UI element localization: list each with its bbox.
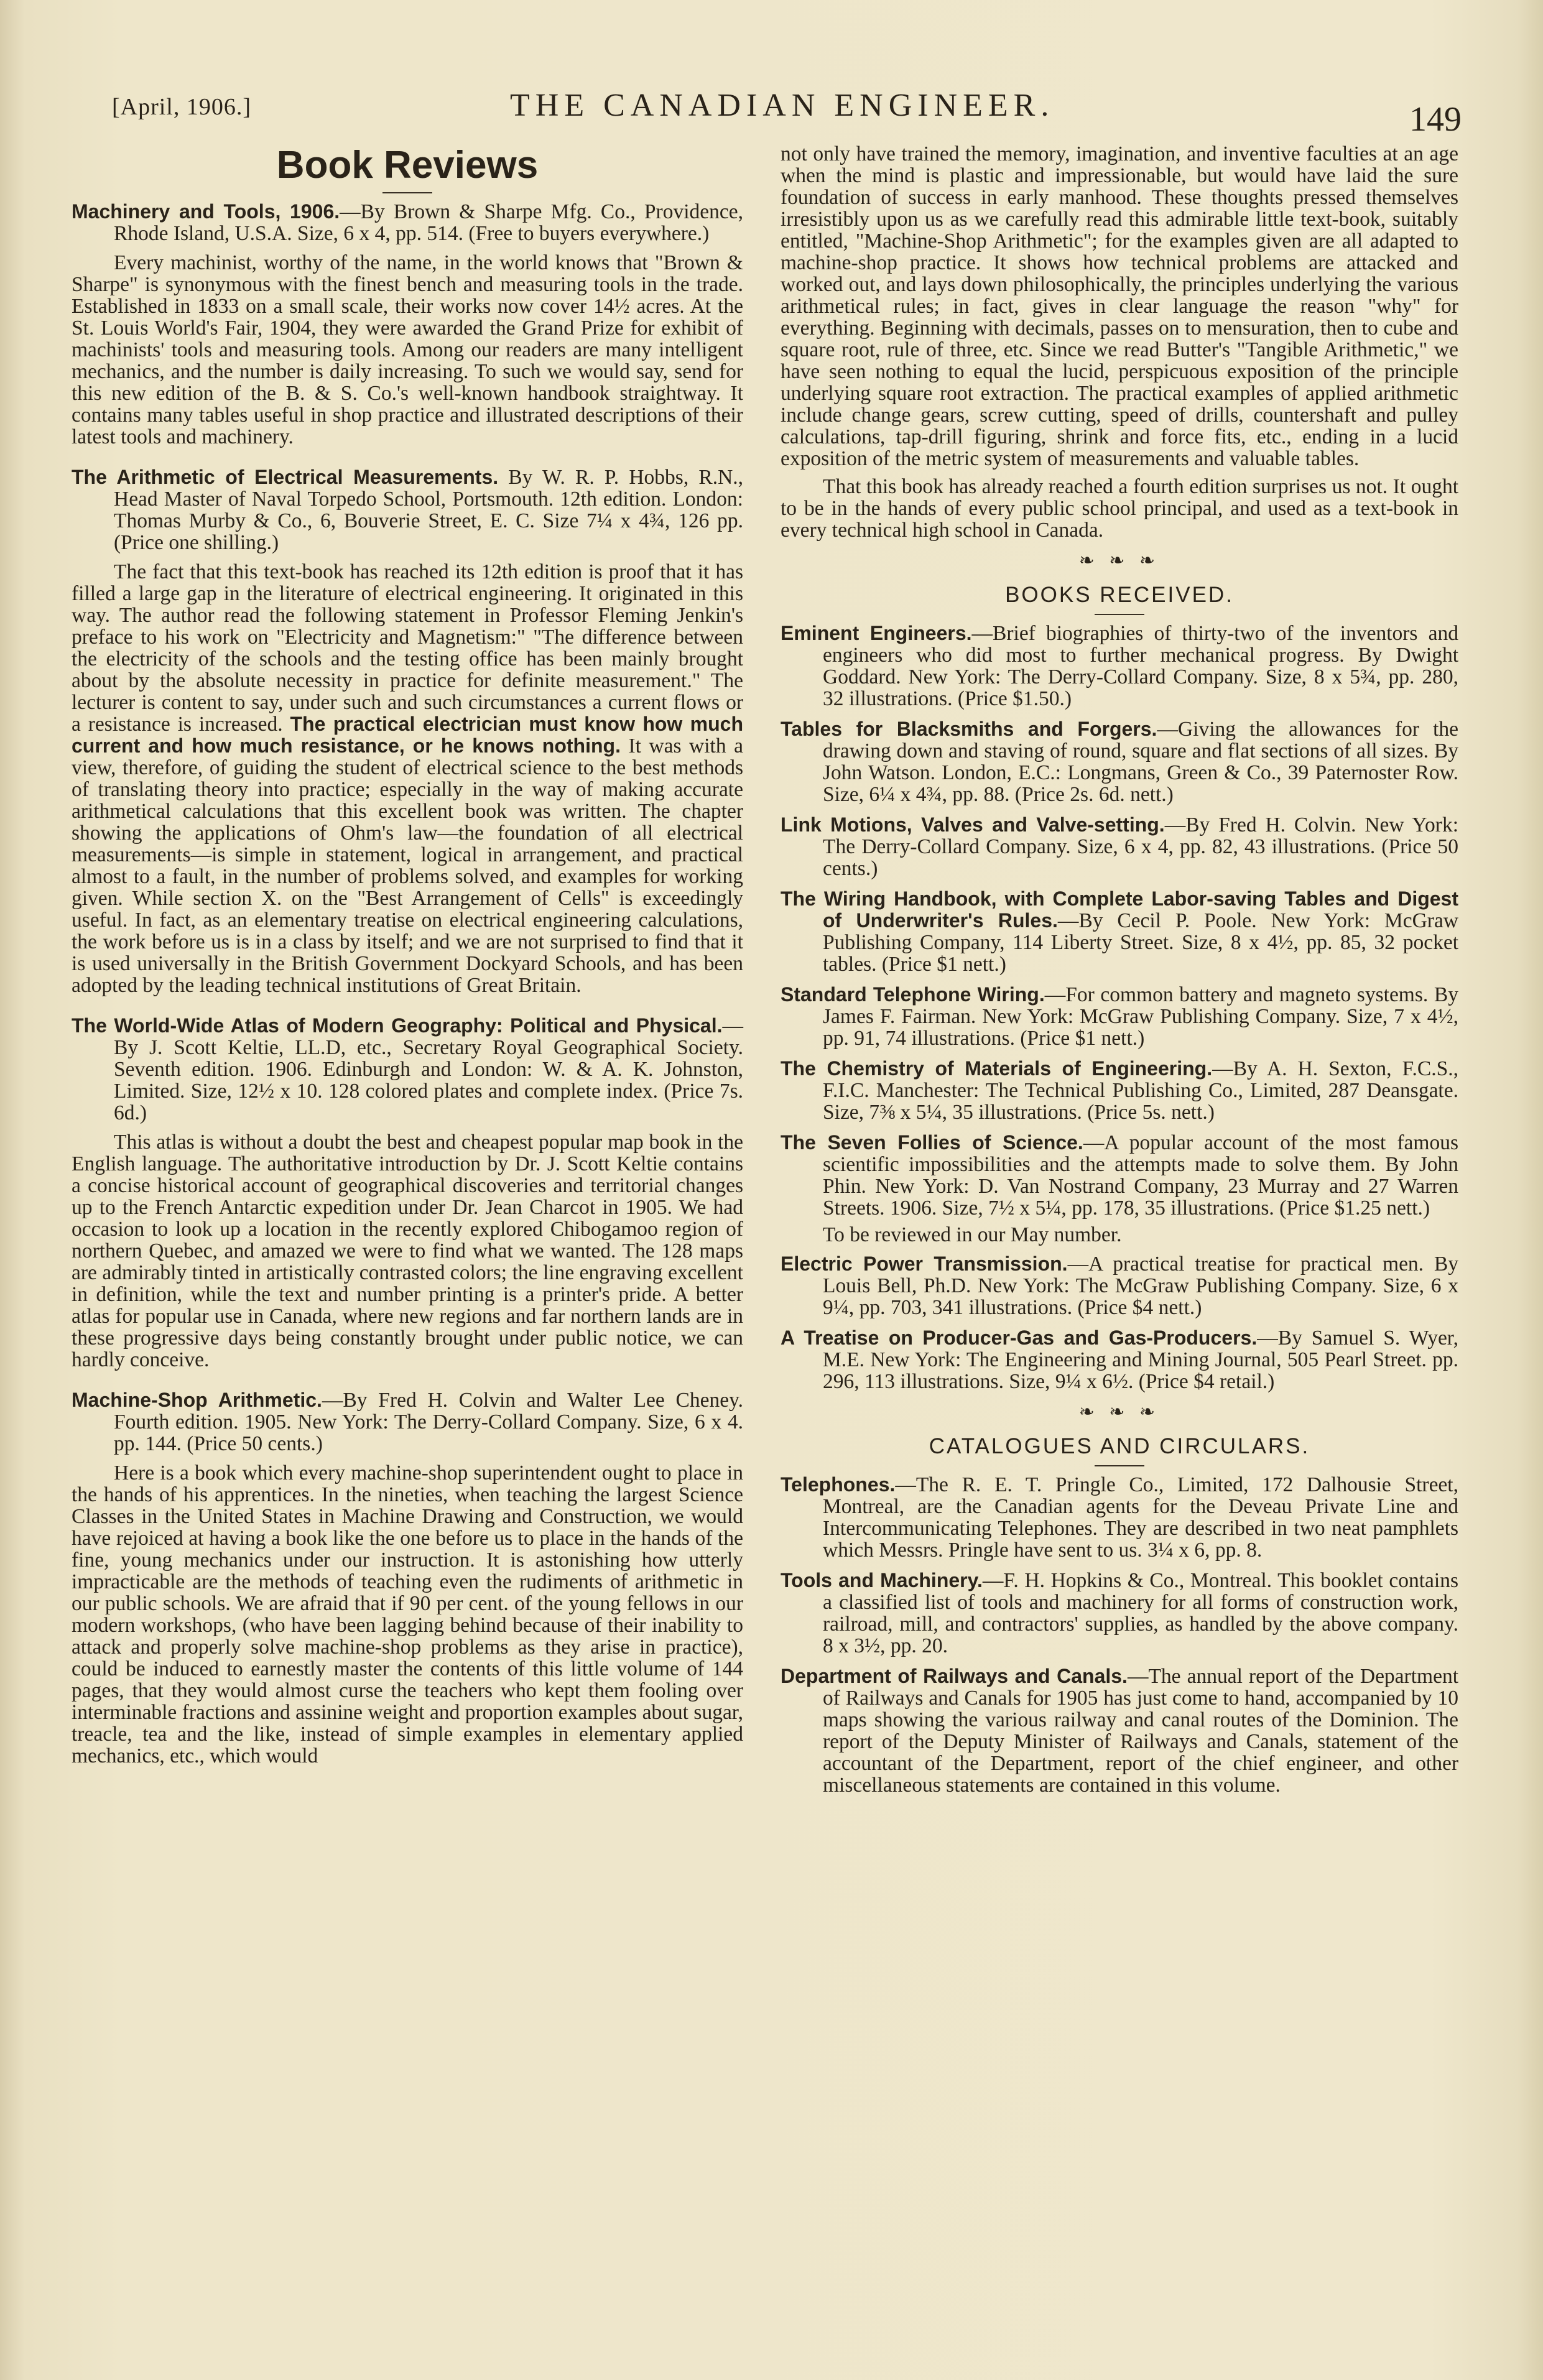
book-title: Electric Power Transmission. bbox=[781, 1253, 1068, 1275]
book-title: The Chemistry of Materials of Engineering. bbox=[781, 1057, 1213, 1080]
review-meta: —By Fred H. Colvin and Walter Lee Cheney. Fourth edition. 1905. New York: The Derry-Collard Company. Size, 6 x 4. pp. 144. (Price 50 cents.) bbox=[114, 1389, 744, 1455]
book-entry bbox=[781, 1058, 1458, 1123]
book-entry bbox=[781, 1132, 1458, 1219]
heading-rule bbox=[1095, 1465, 1144, 1466]
book-entry bbox=[781, 1327, 1458, 1392]
book-entry bbox=[781, 814, 1458, 879]
review-citation bbox=[72, 466, 743, 553]
review-title: The Arithmetic of Electrical Measurements. bbox=[72, 466, 499, 488]
journal-title: THE CANADIAN ENGINEER. bbox=[510, 88, 1055, 123]
review-citation bbox=[72, 1389, 743, 1455]
book-note: To be reviewed in our May number. bbox=[823, 1223, 1122, 1246]
review-meta: —By Brown & Sharpe Mfg. Co., Providence, Rhode Island, U.S.A. Size, 6 x 4, pp. 514. (Free to buyers everywhere.) bbox=[114, 200, 743, 245]
review-body-text: The fact that this text-book has reached its 12th edition is proof that it has filled a large gap in the literature of electrical engineering. It originated in this way. The author read the following statement in Professor Fleming Jenkin's preface to his work on "Electricity and Magnetism:" "The difference between the electricity of the schools and the testing office has been mainly brought about by the absolute necessity in practice for definite measurement." The lecturer is content to say, under such and such circumstances a current flows or a resistance is increased. bbox=[72, 560, 743, 736]
book-entry bbox=[781, 984, 1458, 1049]
book-details: —A popular account of the most famous scientific impossibilities and the attempts made to solve them. By John Phin. New York: D. Van Nostrand Company, 23 Murray and 27 Warren Streets. 1906. Size, 7½ x 5¼, pp. 178, 35 illustrations. (Price $1.25 nett.) bbox=[823, 1131, 1458, 1220]
section-ornament: ❧ ❧ ❧ bbox=[1078, 1402, 1161, 1422]
review-body bbox=[72, 561, 743, 996]
catalogues-heading: CATALOGUES AND CIRCULARS. bbox=[929, 1434, 1310, 1458]
heading-rule bbox=[382, 192, 432, 193]
issue-date: [April, 1906.] bbox=[112, 94, 252, 120]
review-meta: By W. R. P. Hobbs, R.N., Head Master of Naval Torpedo School, Portsmouth. 12th edition. London: Thomas Murby & Co., 6, Bouverie Street, E. C. Size 7¼ x 4¾, 126 pp. (Price one shilling.) bbox=[114, 466, 744, 554]
heading-rule bbox=[1095, 614, 1144, 615]
book-details: —A practical treatise for practical men. By Louis Bell, Ph.D. New York: The McGraw Publishing Company. Size, 6 x 9¼, pp. 703, 341 illustrations. (Price $4 nett.) bbox=[823, 1253, 1458, 1319]
review-arithmetic-electrical bbox=[72, 466, 743, 996]
book-details: —By A. H. Sexton, F.C.S., F.I.C. Manchester: The Technical Publishing Co., Limited, 287 Deansgate. Size, 7⅜ x 5¼, 35 illustrations. (Price 5s. nett.) bbox=[823, 1057, 1458, 1124]
review-meta: —By J. Scott Keltie, LL.D, etc., Secretary Royal Geographical Society. Seventh edition. 1906. Edinburgh and London: W. & A. K. Johnston, Limited. Size, 12½ x 10. 128 colored plates and complete index. (Price 7s. 6d.) bbox=[114, 1014, 743, 1124]
review-machinery-and-tools bbox=[72, 201, 743, 448]
book-entry bbox=[781, 888, 1458, 975]
catalogue-details: —F. H. Hopkins & Co., Montreal. This booklet contains a classified list of tools and machinery for all forms of construction work, railroad, mill, and contractors' supplies, as handled by the above company. 8 x 3½, pp. 20. bbox=[823, 1569, 1458, 1657]
page-header bbox=[112, 87, 1462, 137]
catalogue-details: —The R. E. T. Pringle Co., Limited, 172 Dalhousie Street, Montreal, are the Canadian agents for the Deveau Private Line and Intercommunicating Telephones. They are described in two neat pamphlets which Messrs. Pringle have sent to us. 3¼ x 6, pp. 8. bbox=[823, 1473, 1458, 1562]
books-received-heading: BOOKS RECEIVED. bbox=[1005, 583, 1234, 607]
book-entry bbox=[781, 718, 1458, 805]
book-title: Eminent Engineers. bbox=[781, 622, 972, 644]
review-title: Machine-Shop Arithmetic. bbox=[72, 1389, 322, 1411]
review-title: The World-Wide Atlas of Modern Geography: Political and Physical. bbox=[72, 1014, 723, 1037]
review-world-wide-atlas bbox=[72, 1015, 743, 1371]
review-body: Every machinist, worthy of the name, in the world knows that "Brown & Sharpe" is synonymous with the finest bench and measuring tools in the trade. Established in 1833 on a small scale, their works now cover 14½ acres. At the St. Louis World's Fair, 1904, they were awarded the Grand Prize for exhibit of machinists' tools and measuring tools. Among our readers are many intelligent mechanics, and the number is daily increasing. To such we would say, send for this new edition of the B. & S. Co.'s well-known handbook straightway. It contains many tables useful in shop practice and illustrated descriptions of their latest tools and machinery. bbox=[72, 251, 743, 448]
review-title: Machinery and Tools, 1906. bbox=[72, 200, 340, 223]
catalogue-entry bbox=[781, 1665, 1458, 1796]
book-title: Standard Telephone Wiring. bbox=[781, 983, 1045, 1006]
right-column bbox=[781, 143, 1458, 1805]
review-body-continued: It was with a view, therefore, of guiding the student of electrical science to the best methods of translating theory into practice; especially in the way of making accurate arithmetical calculations that this excellent book was written. The chapter showing the applications of Ohm's law—the foundation of all electrical measurements—is simple in statement, logical in arrangement, and practical almost to a fault, in the number of problems solved, and examples for working given. While section X. on the "Best Arrangement of Cells" is exceedingly useful. In fact, as an elementary treatise on electrical engineering calculations, the work before us is in a class by itself; and we are not surprised to find that it is used universally in the British Government Dockyard Schools, and has been adopted by the leading technical institutions of Great Britain. bbox=[72, 734, 743, 997]
book-details: —Brief biographies of thirty-two of the inventors and engineers who did most to further mechanical progress. By Dwight Goddard. New York: The Derry-Collard Company. Size, 8 x 5¾, pp. 280, 32 illustrations. (Price $1.50.) bbox=[823, 622, 1458, 710]
review-machine-shop-arithmetic bbox=[72, 1389, 743, 1767]
book-details: —By Cecil P. Poole. New York: McGraw Publishing Company, 114 Liberty Street. Size, 8 x 4½, pp. 85, 32 pocket tables. (Price $1 nett.) bbox=[823, 909, 1459, 976]
review-citation bbox=[72, 201, 743, 244]
review-continuation: not only have trained the memory, imagination, and inventive faculties at an age when the mind is plastic and impressionable, but would have laid the sure foundation of success in early manhood. These thoughts pressed themselves irresistibly upon us as we carefully read this admirable little text-book, suitably entitled, "Machine-Shop Arithmetic"; for the examples given are all adapted to machine-shop practice. It shows how technical problems are attacked and worked out, and lays down philosophically, the principles underlying the various arithmetical rules; in fact, gives in clear language the reason "why" for everything. Beginning with decimals, passes on to mensuration, then to cube and square root, rule of three, etc. Since we read Butter's "Tangible Arithmetic," we have seen nothing to equal the lucid, perspicuous exposition of the principle underlying square root extraction. The practical examples of applied arithmetic include change gears, screw cutting, speed of drills, countershaft and pulley calculations, tap-drill figuring, shrink and force fits, etc., ending in a lucid exposition of the metric system of measurements and valuable tables. bbox=[781, 142, 1458, 470]
section-ornament: ❧ ❧ ❧ bbox=[1078, 550, 1161, 571]
book-title: The Wiring Handbook, with Complete Labor-saving Tables and Digest of Underwriter's Rules. bbox=[781, 887, 1458, 932]
book-details: —By Fred H. Colvin. New York: The Derry-Collard Company. Size, 6 x 4, pp. 82, 43 illustrations. (Price 50 cents.) bbox=[823, 813, 1459, 880]
left-column bbox=[72, 143, 743, 1785]
book-entry bbox=[781, 1253, 1458, 1318]
book-entry bbox=[781, 623, 1458, 710]
catalogue-title: Department of Railways and Canals. bbox=[781, 1665, 1128, 1687]
catalogue-entry bbox=[781, 1474, 1458, 1561]
book-details: —By Samuel S. Wyer, M.E. New York: The Engineering and Mining Journal, 505 Pearl Street. pp. 296, 113 illustrations. Size, 9¼ x 6½. (Price $4 retail.) bbox=[823, 1327, 1459, 1393]
book-title: The Seven Follies of Science. bbox=[781, 1131, 1083, 1154]
catalogue-title: Tools and Machinery. bbox=[781, 1569, 983, 1591]
book-title: A Treatise on Producer-Gas and Gas-Producers. bbox=[781, 1327, 1258, 1349]
catalogue-details: —The annual report of the Department of Railways and Canals for 1905 has just come to hand, accompanied by 10 maps showing the various railway and canal routes of the Dominion. The report of the Deputy Minister of Railways and Canals, statement of the accountant of the Department, report of the chief engineer, and other miscellaneous statements are contained in this volume. bbox=[823, 1665, 1459, 1797]
review-continuation-closing: That this book has already reached a fourth edition surprises us not. It ought to be in the hands of every public school principal, and used as a text-book in every technical high school in Canada. bbox=[781, 475, 1458, 542]
page-number: 149 bbox=[1409, 100, 1462, 139]
review-emphasis: The practical electrician must know how much current and how much resistance, or he knows nothing. bbox=[72, 713, 744, 757]
book-title: Tables for Blacksmiths and Forgers. bbox=[781, 718, 1157, 740]
book-details: —Giving the allowances for the drawing down and staving of round, square and flat sections of all sizes. By John Watson. London, E.C.: Longmans, Green & Co., 39 Paternoster Row. Size, 6¼ x 4¾, pp. 88. (Price 2s. 6d. nett.) bbox=[823, 718, 1458, 806]
book-reviews-heading: Book Reviews bbox=[276, 144, 539, 187]
catalogue-title: Telephones. bbox=[781, 1473, 896, 1496]
review-citation bbox=[72, 1015, 743, 1124]
review-body: Here is a book which every machine-shop superintendent ought to place in the hands of his apprentices. In the nineties, when teaching the largest Science Classes in the United States in Machine Drawing and Construction, we would have rejoiced at having a book like the one before us to place in the hands of the fine, young mechanics under our instruction. It is astonishing how utterly impracticable are the methods of teaching even the rudiments of arithmetic in our public schools. We are afraid that if 90 per cent. of the young fellows in our modern workshops, (who have been lagging behind because of their inability to attack and properly solve machine-shop problems as they arise in practice), could be induced to earnestly master the contents of this little volume of 144 pages, that they would almost curse the teachers who kept them fooling over interminable fractions and assinine weight and proportion examples about sugar, treacle, tea and the like, instead of simple examples in elementary applied mechanics, etc., which would bbox=[72, 1461, 743, 1767]
book-details: —For common battery and magneto systems. By James F. Fairman. New York: McGraw Publishing Company. Size, 7 x 4½, pp. 91, 74 illustrations. (Price $1 nett.) bbox=[823, 983, 1458, 1050]
catalogue-entry bbox=[781, 1570, 1458, 1657]
book-title: Link Motions, Valves and Valve-setting. bbox=[781, 813, 1165, 836]
review-body: This atlas is without a doubt the best and cheapest popular map book in the English language. The authoritative introduction by Dr. J. Scott Keltie contains a concise historical account of geographical discoveries and territorial changes up to the French Antarctic expedition under Dr. Jean Charcot in 1905. We had occasion to look up a location in the recently explored Chibogamoo region of northern Quebec, and amazed we were to find what we wanted. The 128 maps are admirably tinted in artistically contrasted colors; the line engraving excellent in definition, while the text and number printing is a printer's pride. A better atlas for popular use in Canada, where new regions and far northern lands are in these progressive days being constantly brought under public notice, we can hardly conceive. bbox=[72, 1131, 743, 1371]
